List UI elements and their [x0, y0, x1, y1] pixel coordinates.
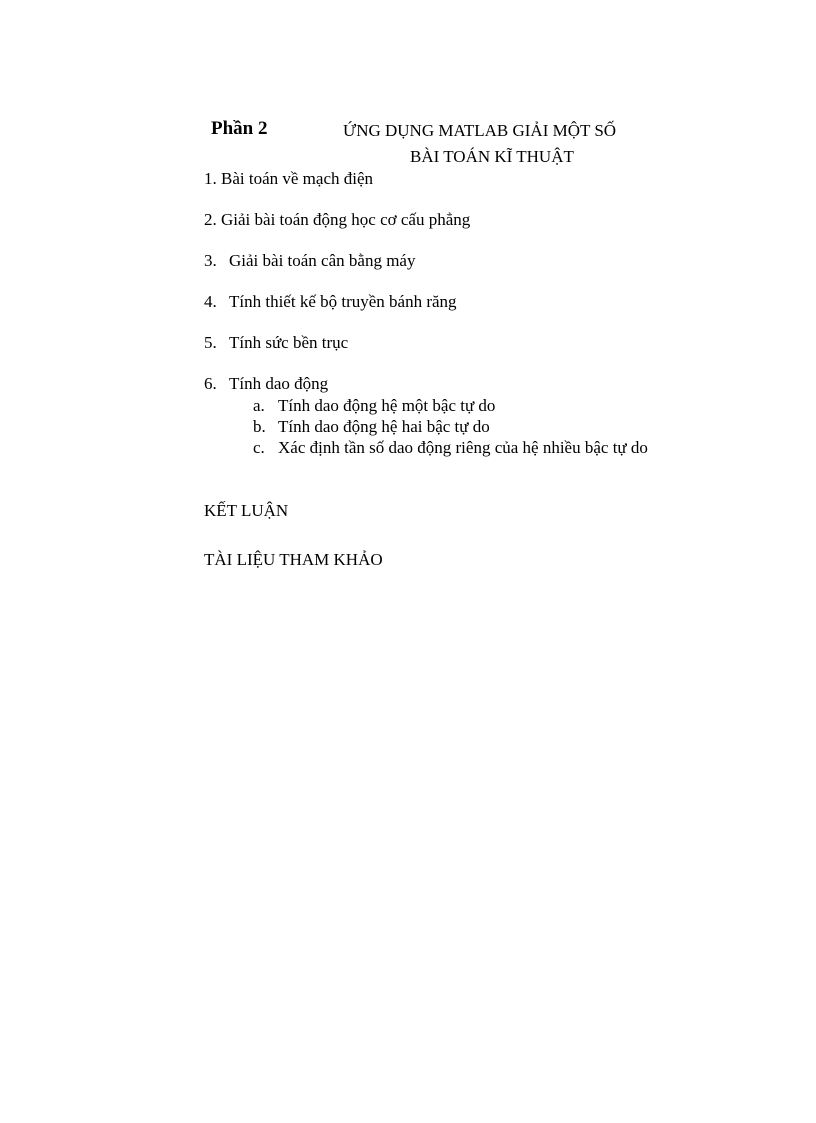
toc-item-marker: 2.: [204, 210, 217, 229]
toc-item-marker: 5.: [204, 333, 217, 352]
toc-subitem-c: [253, 438, 648, 458]
toc-item-text: Tính sức bền trục: [229, 333, 349, 352]
toc-item-2: [204, 210, 470, 230]
toc-item-3: [204, 251, 415, 271]
toc-item-marker: 4.: [204, 292, 217, 311]
toc-item-text: Giải bài toán cân bằng máy: [229, 251, 416, 270]
toc-item-marker: 6.: [204, 374, 217, 393]
toc-subitem-a: [253, 396, 495, 416]
toc-item-text: Tính thiết kế bộ truyền bánh răng: [229, 292, 457, 311]
toc-item-marker: 3.: [204, 251, 217, 270]
section-references: TÀI LIỆU THAM KHẢO: [204, 550, 383, 569]
toc-subitem-marker: b.: [253, 417, 266, 436]
toc-item-text: Giải bài toán động học cơ cấu phẳng: [221, 210, 471, 229]
toc-subitem-text: Tính dao động hệ một bậc tự do: [278, 396, 496, 415]
toc-subitem-marker: c.: [253, 438, 265, 457]
toc-item-text: Tính dao động: [229, 374, 329, 393]
toc-item-5: [204, 333, 348, 353]
toc-item-4: [204, 292, 457, 312]
toc-subitem-text: Tính dao động hệ hai bậc tự do: [278, 417, 490, 436]
toc-subitem-text: Xác định tần số dao động riêng của hệ nhiều bậc tự do: [278, 438, 648, 457]
toc-item-6: [204, 374, 328, 394]
section-conclusion: KẾT LUẬN: [204, 501, 289, 520]
toc-item-1: [204, 169, 373, 189]
part-title-line-1: ỨNG DỤNG MATLAB GIẢI MỘT SỐ: [343, 121, 617, 140]
toc-subitem-b: [253, 417, 490, 437]
part-label: Phần 2: [211, 118, 268, 139]
toc-item-text: Bài toán về mạch điện: [221, 169, 374, 188]
toc-subitem-marker: a.: [253, 396, 265, 415]
part-title-line-2: BÀI TOÁN KĨ THUẬT: [410, 147, 574, 166]
toc-item-marker: 1.: [204, 169, 217, 188]
